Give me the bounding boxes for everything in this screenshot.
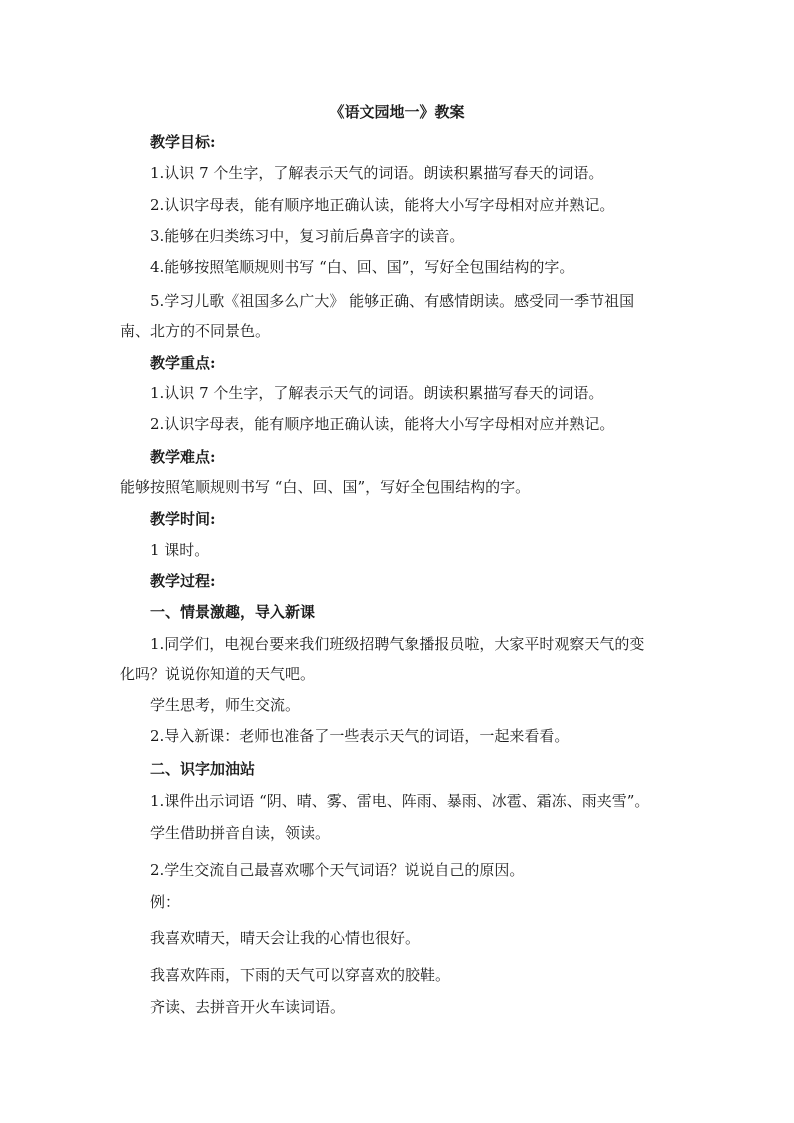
focus-item: 1.认识 7 个生字，了解表示天气的词语。朗读积累描写春天的词语。 [150, 384, 604, 402]
paragraph: 学生思考，师生交流。 [150, 696, 301, 714]
goal-item-continued: 南、北方的不同景色。 [120, 322, 271, 340]
goals-heading: 教学目标: [150, 133, 216, 151]
paragraph: 学生借助拼音自读，领读。 [150, 824, 331, 842]
paragraph: 我喜欢晴天，晴天会让我的心情也很好。 [150, 929, 421, 947]
goal-item: 4.能够按照笔顺规则书写 “白、回、国”，写好全包围结构的字。 [150, 258, 575, 276]
section-heading: 二、识字加油站 [150, 760, 256, 778]
paragraph: 我喜欢阵雨，下雨的天气可以穿喜欢的胶鞋。 [150, 966, 451, 984]
goal-item: 3.能够在归类练习中，复习前后鼻音字的读音。 [150, 227, 465, 245]
paragraph: 例： [150, 893, 181, 911]
time-heading: 教学时间: [150, 510, 216, 528]
goal-item: 5.学习儿歌《祖国多么广大》 能够正确、有感情朗读。感受同一季节祖国 [150, 292, 635, 310]
focus-item: 2.认识字母表，能有顺序地正确认读，能将大小写字母相对应并熟记。 [150, 415, 615, 433]
goal-item: 2.认识字母表，能有顺序地正确认读，能将大小写字母相对应并熟记。 [150, 196, 615, 214]
section-heading: 一、情景激趣，导入新课 [150, 603, 316, 621]
process-heading: 教学过程: [150, 572, 216, 590]
paragraph: 2.学生交流自己最喜欢哪个天气词语？说说自己的原因。 [150, 861, 525, 879]
paragraph: 2.导入新课：老师也准备了一些表示天气的词语，一起来看看。 [150, 727, 570, 745]
paragraph: 齐读、去拼音开火车读词语。 [150, 998, 346, 1016]
time-text: 1 课时。 [150, 541, 210, 559]
difficulty-heading: 教学难点: [150, 448, 216, 466]
paragraph: 1.同学们，电视台要来我们班级招聘气象播报员啦，大家平时观察天气的变 [150, 635, 645, 653]
goal-item: 1.认识 7 个生字，了解表示天气的词语。朗读积累描写春天的词语。 [150, 164, 604, 182]
paragraph: 1.课件出示词语 “阴、晴、雾、雷电、阵雨、暴雨、冰雹、霜冻、雨夹雪”。 [150, 792, 650, 810]
document-title: 《语文园地一》教案 [329, 103, 465, 121]
paragraph-continued: 化吗？说说你知道的天气吧。 [120, 665, 316, 683]
difficulty-text: 能够按照笔顺规则书写 “白、回、国”，写好全包围结构的字。 [120, 478, 531, 496]
focus-heading: 教学重点: [150, 354, 216, 372]
